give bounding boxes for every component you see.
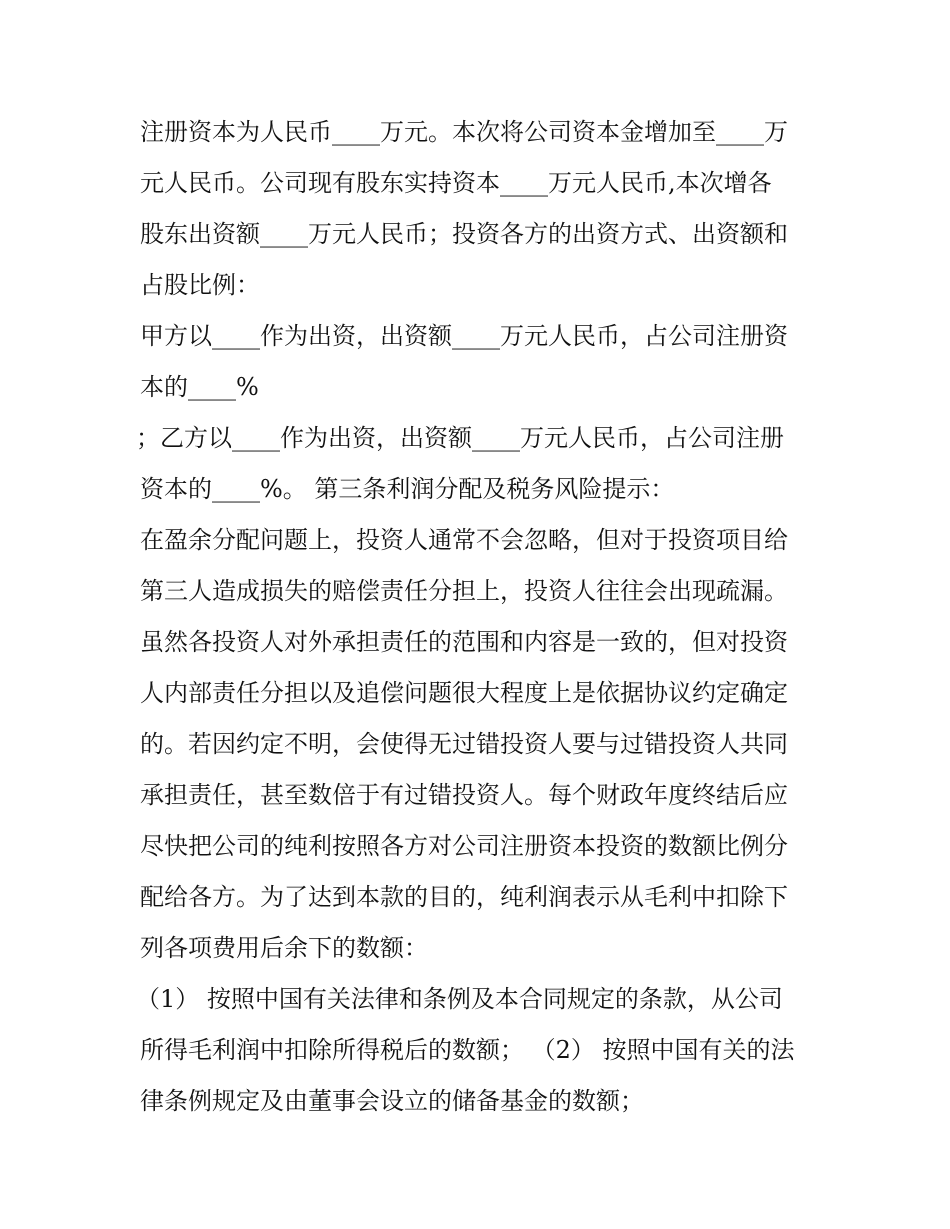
text-line-4: 占股比例： — [140, 271, 260, 299]
text-line-18: （1） 按照中国有关法律和条例及本合同规定的条款，从公司 — [136, 985, 783, 1013]
text-line-12: 人内部责任分担以及追偿问题很大程度上是依据协议约定确定 — [140, 679, 788, 707]
contract-text — [136, 107, 820, 1127]
text-line-13: 的。若因约定不明，会使得无过错投资人要与过错投资人共同 — [140, 730, 788, 758]
text-line-9: 在盈余分配问题上，投资人通常不会忽略，但对于投资项目给 — [140, 526, 788, 554]
text-line-17: 列各项费用后余下的数额： — [140, 934, 428, 962]
text-line-10: 第三人造成损失的赔偿责任分担上，投资人往往会出现疏漏。 — [140, 577, 788, 605]
text-line-8: 资本的____%。 第三条利润分配及税务风险提示： — [140, 475, 675, 503]
text-line-3: 股东出资额____万元人民币；投资各方的出资方式、出资额和 — [140, 220, 788, 248]
text-line-11: 虽然各投资人对外承担责任的范围和内容是一致的，但对投资 — [140, 628, 788, 656]
text-line-6: 本的____% — [140, 373, 259, 401]
text-line-7: ；乙方以____作为出资，出资额____万元人民币，占公司注册 — [136, 424, 784, 452]
text-line-5: 甲方以____作为出资，出资额____万元人民币，占公司注册资 — [140, 322, 788, 350]
text-line-1: 注册资本为人民币____万元。本次将公司资本金增加至____万 — [140, 118, 788, 146]
text-line-20: 律条例规定及由董事会设立的储备基金的数额； — [140, 1087, 644, 1115]
text-line-15: 尽快把公司的纯利按照各方对公司注册资本投资的数额比例分 — [140, 832, 788, 860]
text-line-14: 承担责任，甚至数倍于有过错投资人。每个财政年度终结后应 — [140, 781, 788, 809]
text-line-19: 所得毛利润中扣除所得税后的数额； （2） 按照中国有关的法 — [140, 1036, 795, 1064]
text-line-16: 配给各方。为了达到本款的目的，纯利润表示从毛利中扣除下 — [140, 883, 788, 911]
text-line-2: 元人民币。公司现有股东实持资本____万元人民币,本次增各 — [140, 169, 772, 197]
